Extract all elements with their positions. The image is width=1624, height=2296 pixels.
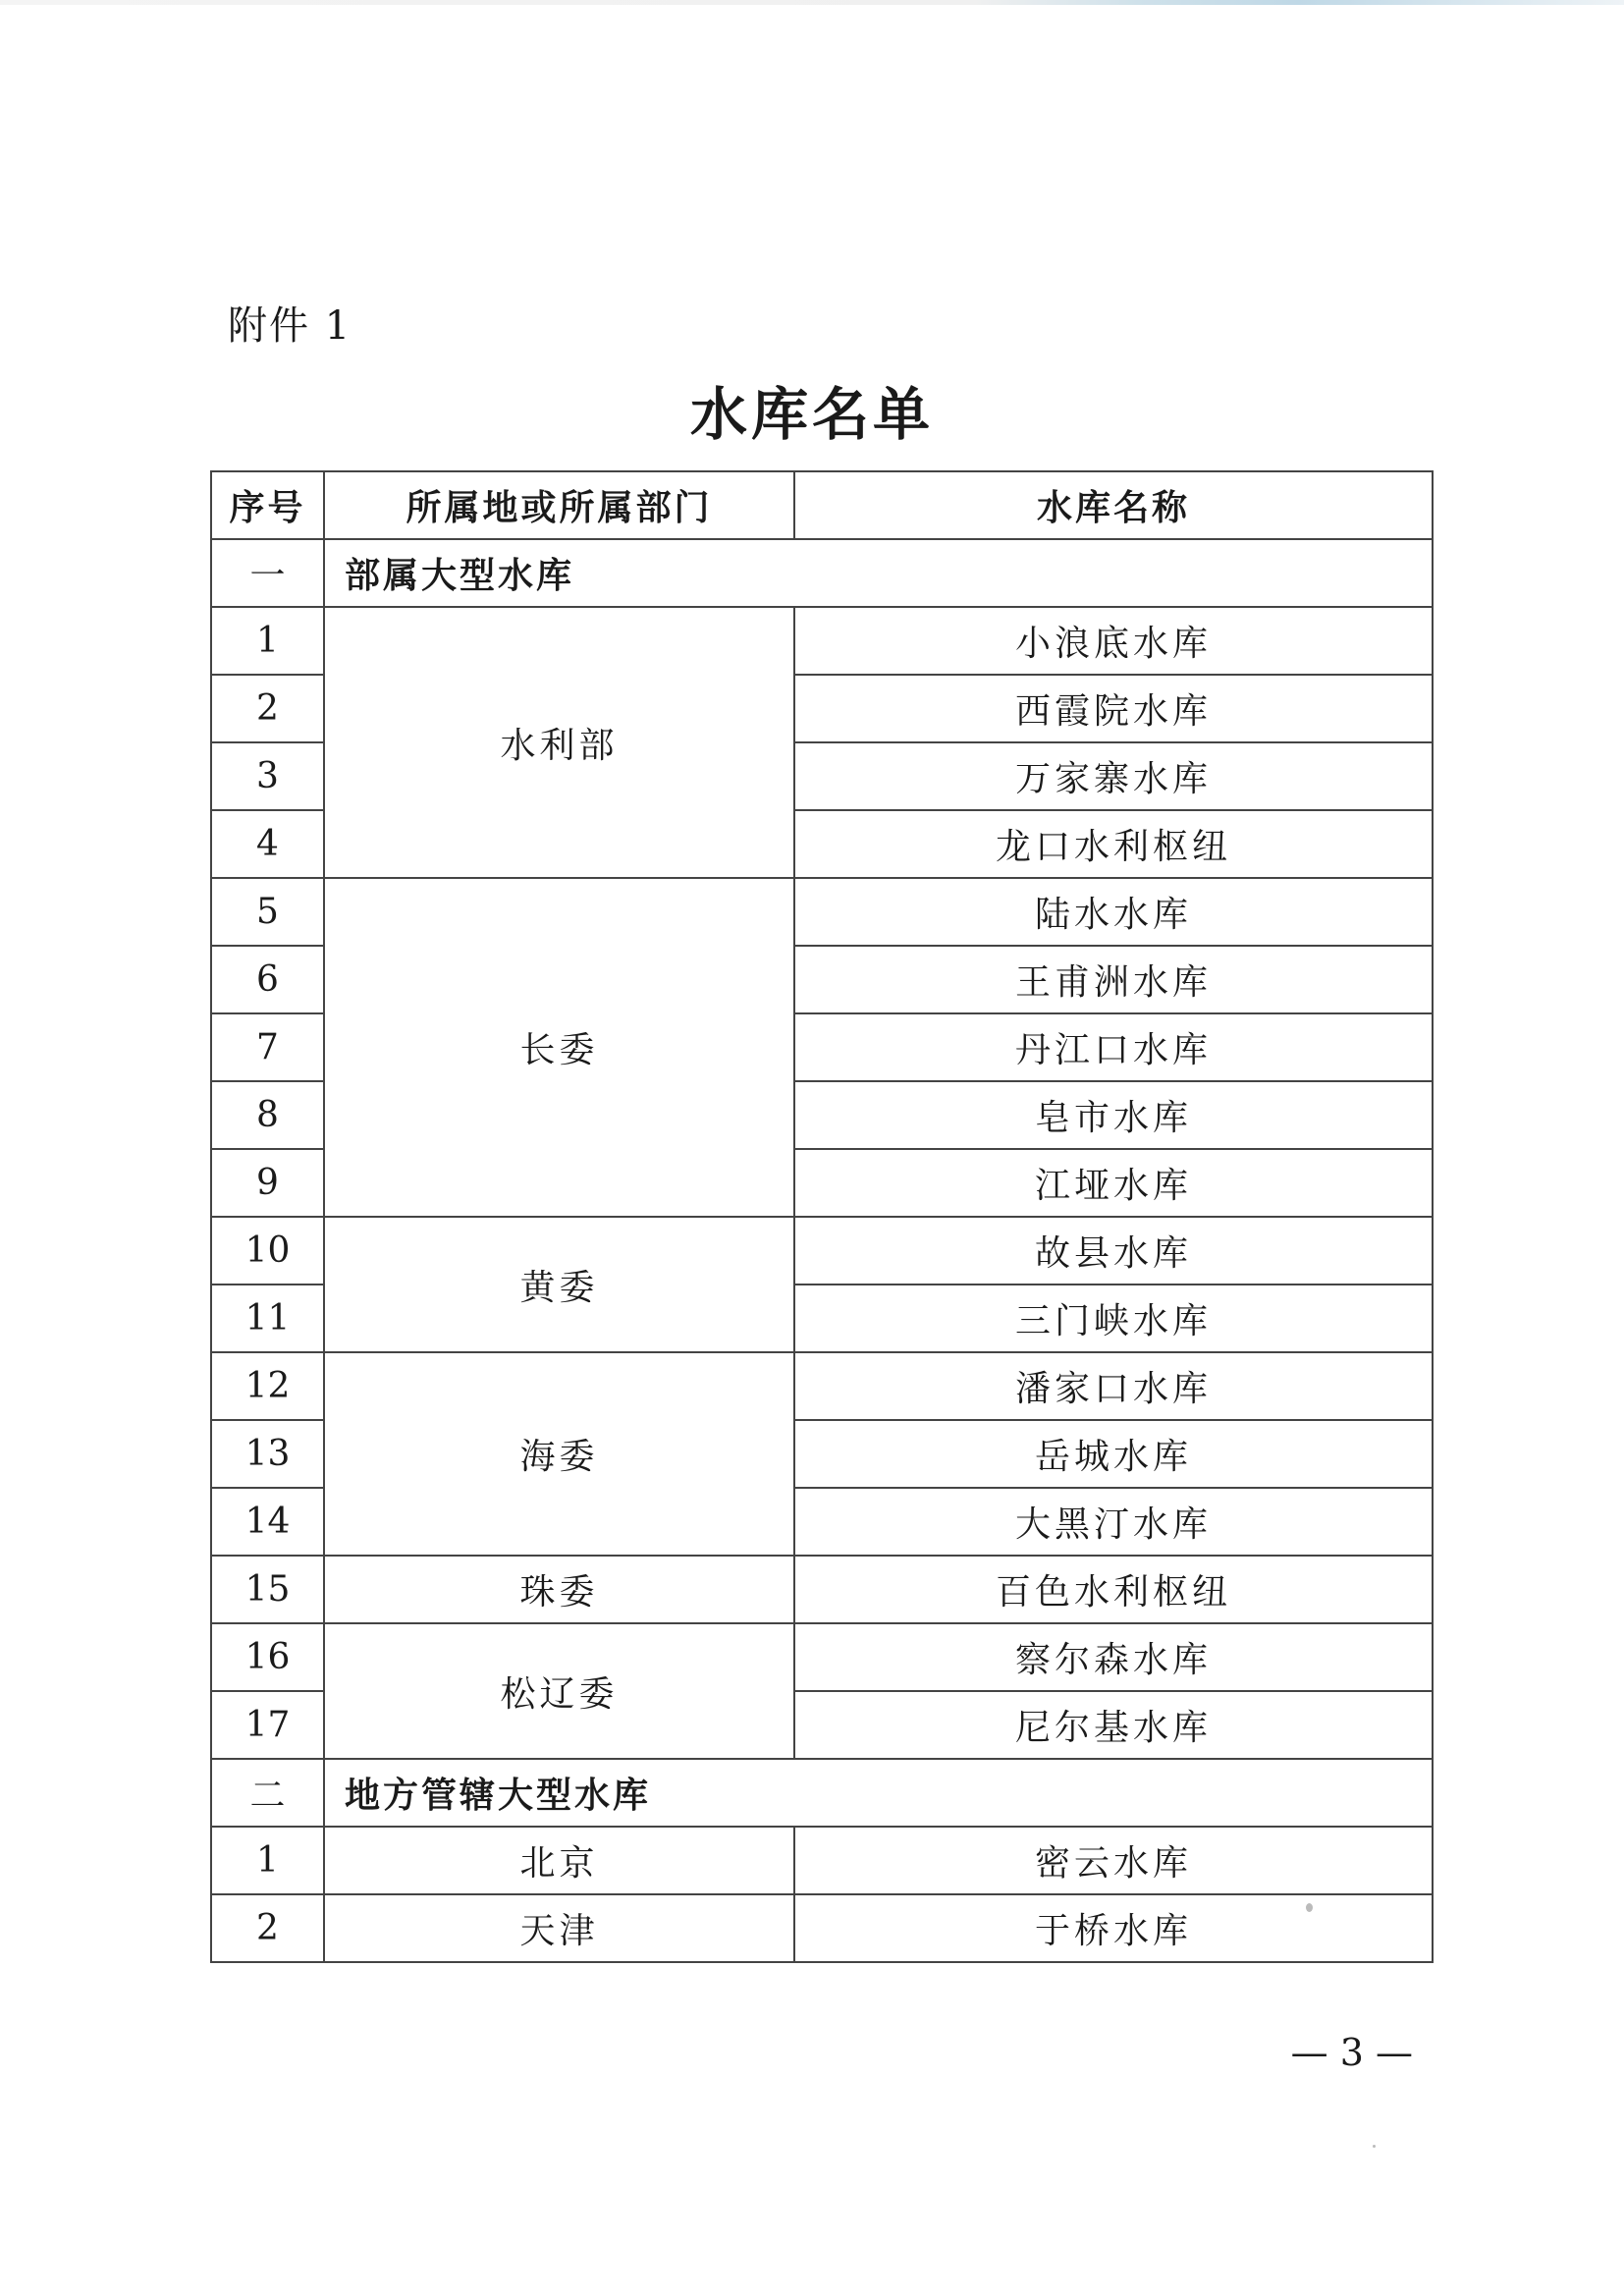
row-index: 5 <box>211 878 324 946</box>
reservoir-name: 陆水水库 <box>794 878 1433 946</box>
header-name: 水库名称 <box>794 471 1433 539</box>
reservoir-name: 百色水利枢纽 <box>794 1556 1433 1623</box>
row-index: 15 <box>211 1556 324 1623</box>
table-header-row <box>211 471 1433 539</box>
reservoir-name: 察尔森水库 <box>794 1623 1433 1691</box>
row-index: 3 <box>211 742 324 810</box>
reservoir-name: 万家寨水库 <box>794 742 1433 810</box>
document-title: 水库名单 <box>689 381 934 448</box>
reservoir-name: 小浪底水库 <box>794 607 1433 675</box>
section-row <box>211 1759 1433 1827</box>
scan-speck <box>1373 2145 1376 2148</box>
header-index: 序号 <box>211 471 324 539</box>
row-index: 17 <box>211 1691 324 1759</box>
reservoir-name: 江垭水库 <box>794 1149 1433 1217</box>
attachment-label: 附件 1 <box>228 303 352 349</box>
row-index: 16 <box>211 1623 324 1691</box>
section-number: 一 <box>211 539 324 607</box>
header-department: 所属地或所属部门 <box>324 471 794 539</box>
row-index: 2 <box>211 1894 324 1962</box>
table-row <box>211 1352 1433 1420</box>
department-cell: 珠委 <box>324 1556 794 1623</box>
row-index: 2 <box>211 675 324 742</box>
reservoir-name: 故县水库 <box>794 1217 1433 1285</box>
table-row <box>211 1894 1433 1962</box>
table-row <box>211 1623 1433 1691</box>
table-row <box>211 1217 1433 1285</box>
row-index: 11 <box>211 1285 324 1352</box>
reservoir-name: 王甫洲水库 <box>794 946 1433 1013</box>
row-index: 8 <box>211 1081 324 1149</box>
row-index: 4 <box>211 810 324 878</box>
row-index: 14 <box>211 1488 324 1556</box>
reservoir-name: 丹江口水库 <box>794 1013 1433 1081</box>
reservoir-name: 岳城水库 <box>794 1420 1433 1488</box>
department-cell: 水利部 <box>324 607 794 878</box>
row-index: 1 <box>211 1827 324 1894</box>
department-cell: 松辽委 <box>324 1623 794 1759</box>
department-cell: 北京 <box>324 1827 794 1894</box>
row-index: 9 <box>211 1149 324 1217</box>
reservoir-name: 大黑汀水库 <box>794 1488 1433 1556</box>
reservoir-name: 尼尔基水库 <box>794 1691 1433 1759</box>
department-cell: 天津 <box>324 1894 794 1962</box>
reservoir-name: 皂市水库 <box>794 1081 1433 1149</box>
section-row <box>211 539 1433 607</box>
row-index: 10 <box>211 1217 324 1285</box>
table-row <box>211 607 1433 675</box>
reservoir-name: 西霞院水库 <box>794 675 1433 742</box>
section-number: 二 <box>211 1759 324 1827</box>
department-cell: 海委 <box>324 1352 794 1556</box>
row-index: 6 <box>211 946 324 1013</box>
page-number: — 3 — <box>1290 2031 1413 2074</box>
row-index: 1 <box>211 607 324 675</box>
department-cell: 长委 <box>324 878 794 1217</box>
reservoir-name: 龙口水利枢纽 <box>794 810 1433 878</box>
section-title: 地方管辖大型水库 <box>324 1759 1433 1827</box>
table-row <box>211 878 1433 946</box>
scan-edge-stripe <box>0 0 1624 5</box>
reservoir-table <box>210 470 1434 1963</box>
department-cell: 黄委 <box>324 1217 794 1352</box>
row-index: 12 <box>211 1352 324 1420</box>
reservoir-name: 潘家口水库 <box>794 1352 1433 1420</box>
reservoir-name: 密云水库 <box>794 1827 1433 1894</box>
row-index: 13 <box>211 1420 324 1488</box>
table-row <box>211 1827 1433 1894</box>
section-title: 部属大型水库 <box>324 539 1433 607</box>
row-index: 7 <box>211 1013 324 1081</box>
reservoir-name: 三门峡水库 <box>794 1285 1433 1352</box>
table-row <box>211 1556 1433 1623</box>
reservoir-name: 于桥水库 <box>794 1894 1433 1962</box>
